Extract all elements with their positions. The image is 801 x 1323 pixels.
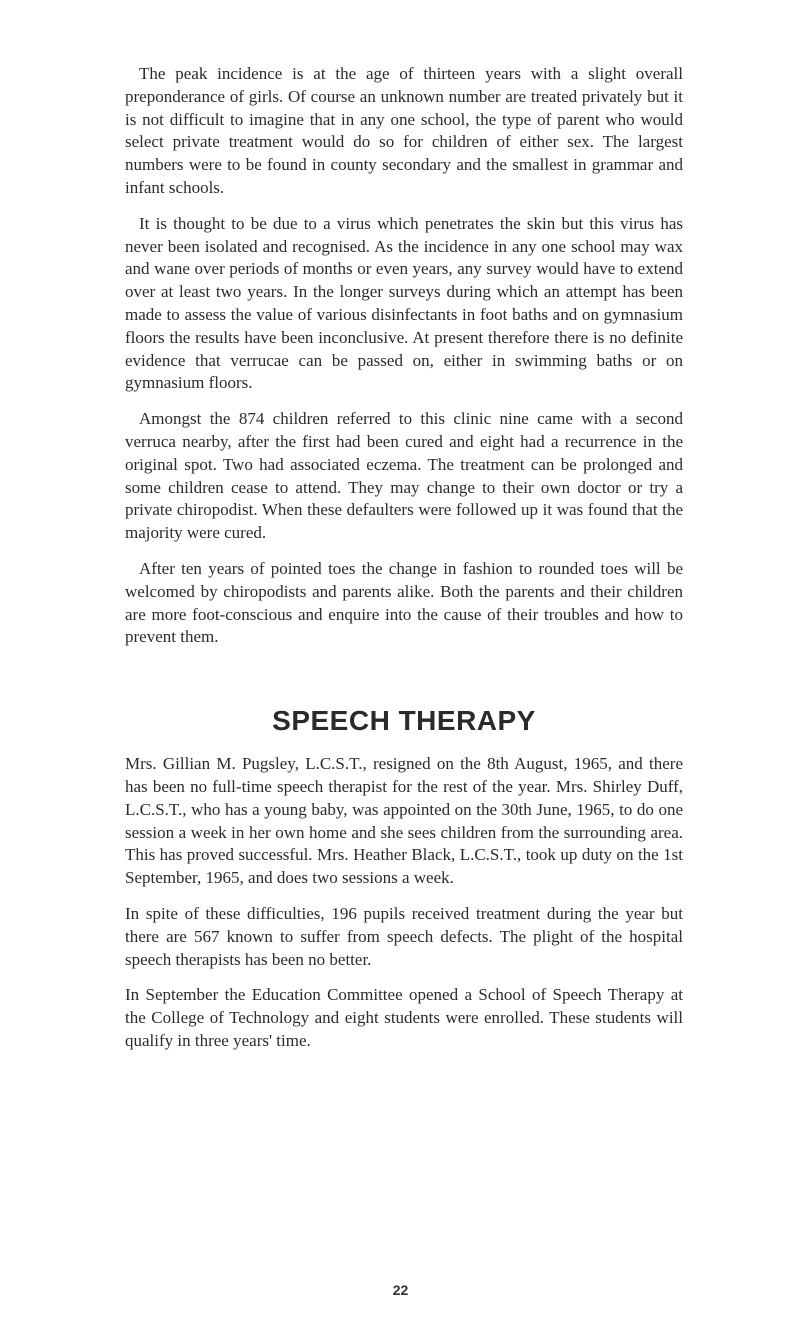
paragraph-verruca-incidence: The peak incidence is at the age of thirteen years with a slight overall preponderance of girls. Of course an unknown number are treated privately but it is not difficult to imagine that in any one school, the type of parent who would select private treatment would do so for children of either sex. The largest numbers were to be found in county secondary and the smallest in grammar and infant schools. bbox=[125, 64, 683, 197]
paragraph-speech-staff: Mrs. Gillian M. Pugsley, L.C.S.T., resigned on the 8th August, 1965, and there has been no full-time speech therapist for the rest of the year. Mrs. Shirley Duff, L.C.S.T., who has a young baby, was appointed on the 30th June, 1965, to do one session a week in her own home and she sees children from the surrounding area. This has proved successful. Mrs. Heather Black, L.C.S.T., took up duty on the 1st September, 1965, and does two sessions a week. bbox=[125, 754, 683, 888]
document-page bbox=[125, 63, 683, 1066]
paragraph-speech-pupils: In spite of these difficulties, 196 pupils received treatment during the year but there are 567 known to suffer from speech defects. The plight of the hospital speech therapists has been no better. bbox=[125, 903, 683, 969]
paragraph-speech-school: In September the Education Committee opened a School of Speech Therapy at the College of Technology and eight students were enrolled. These students will qualify in three years' time. bbox=[125, 985, 683, 1050]
paragraph-verruca-fashion: After ten years of pointed toes the change in fashion to rounded toes will be welcomed by chiropodists and parents alike. Both the parents and their children are more foot-conscious and enquire into the cause of their troubles and how to prevent them. bbox=[125, 558, 683, 647]
paragraph-verruca-clinic: Amongst the 874 children referred to this clinic nine came with a second verruca nearby, after the first had been cured and eight had a recurrence in the original spot. Two had associated eczema. The treatment can be prolonged and some children cease to attend. They may change to their own doctor or try a private chiropodist. When these defaulters were followed up it was found that the majority were cured. bbox=[125, 409, 683, 543]
page-number: 22 bbox=[392, 1282, 409, 1298]
section-heading-speech-therapy: SPEECH THERAPY bbox=[272, 705, 536, 737]
paragraph-verruca-cause: It is thought to be due to a virus which penetrates the skin but this virus has never been isolated and recognised. As the incidence in any one school may wax and wane over periods of months or even years, any survey would have to extend over at least two years. In the longer surveys during which an attempt has been made to assess the value of various disinfectants in foot baths and on gymnasium floors the results have been inconclusive. At present therefore there is no definite evidence that verrucae can be passed on, either in swimming baths or on gymnasium floors. bbox=[125, 213, 683, 393]
